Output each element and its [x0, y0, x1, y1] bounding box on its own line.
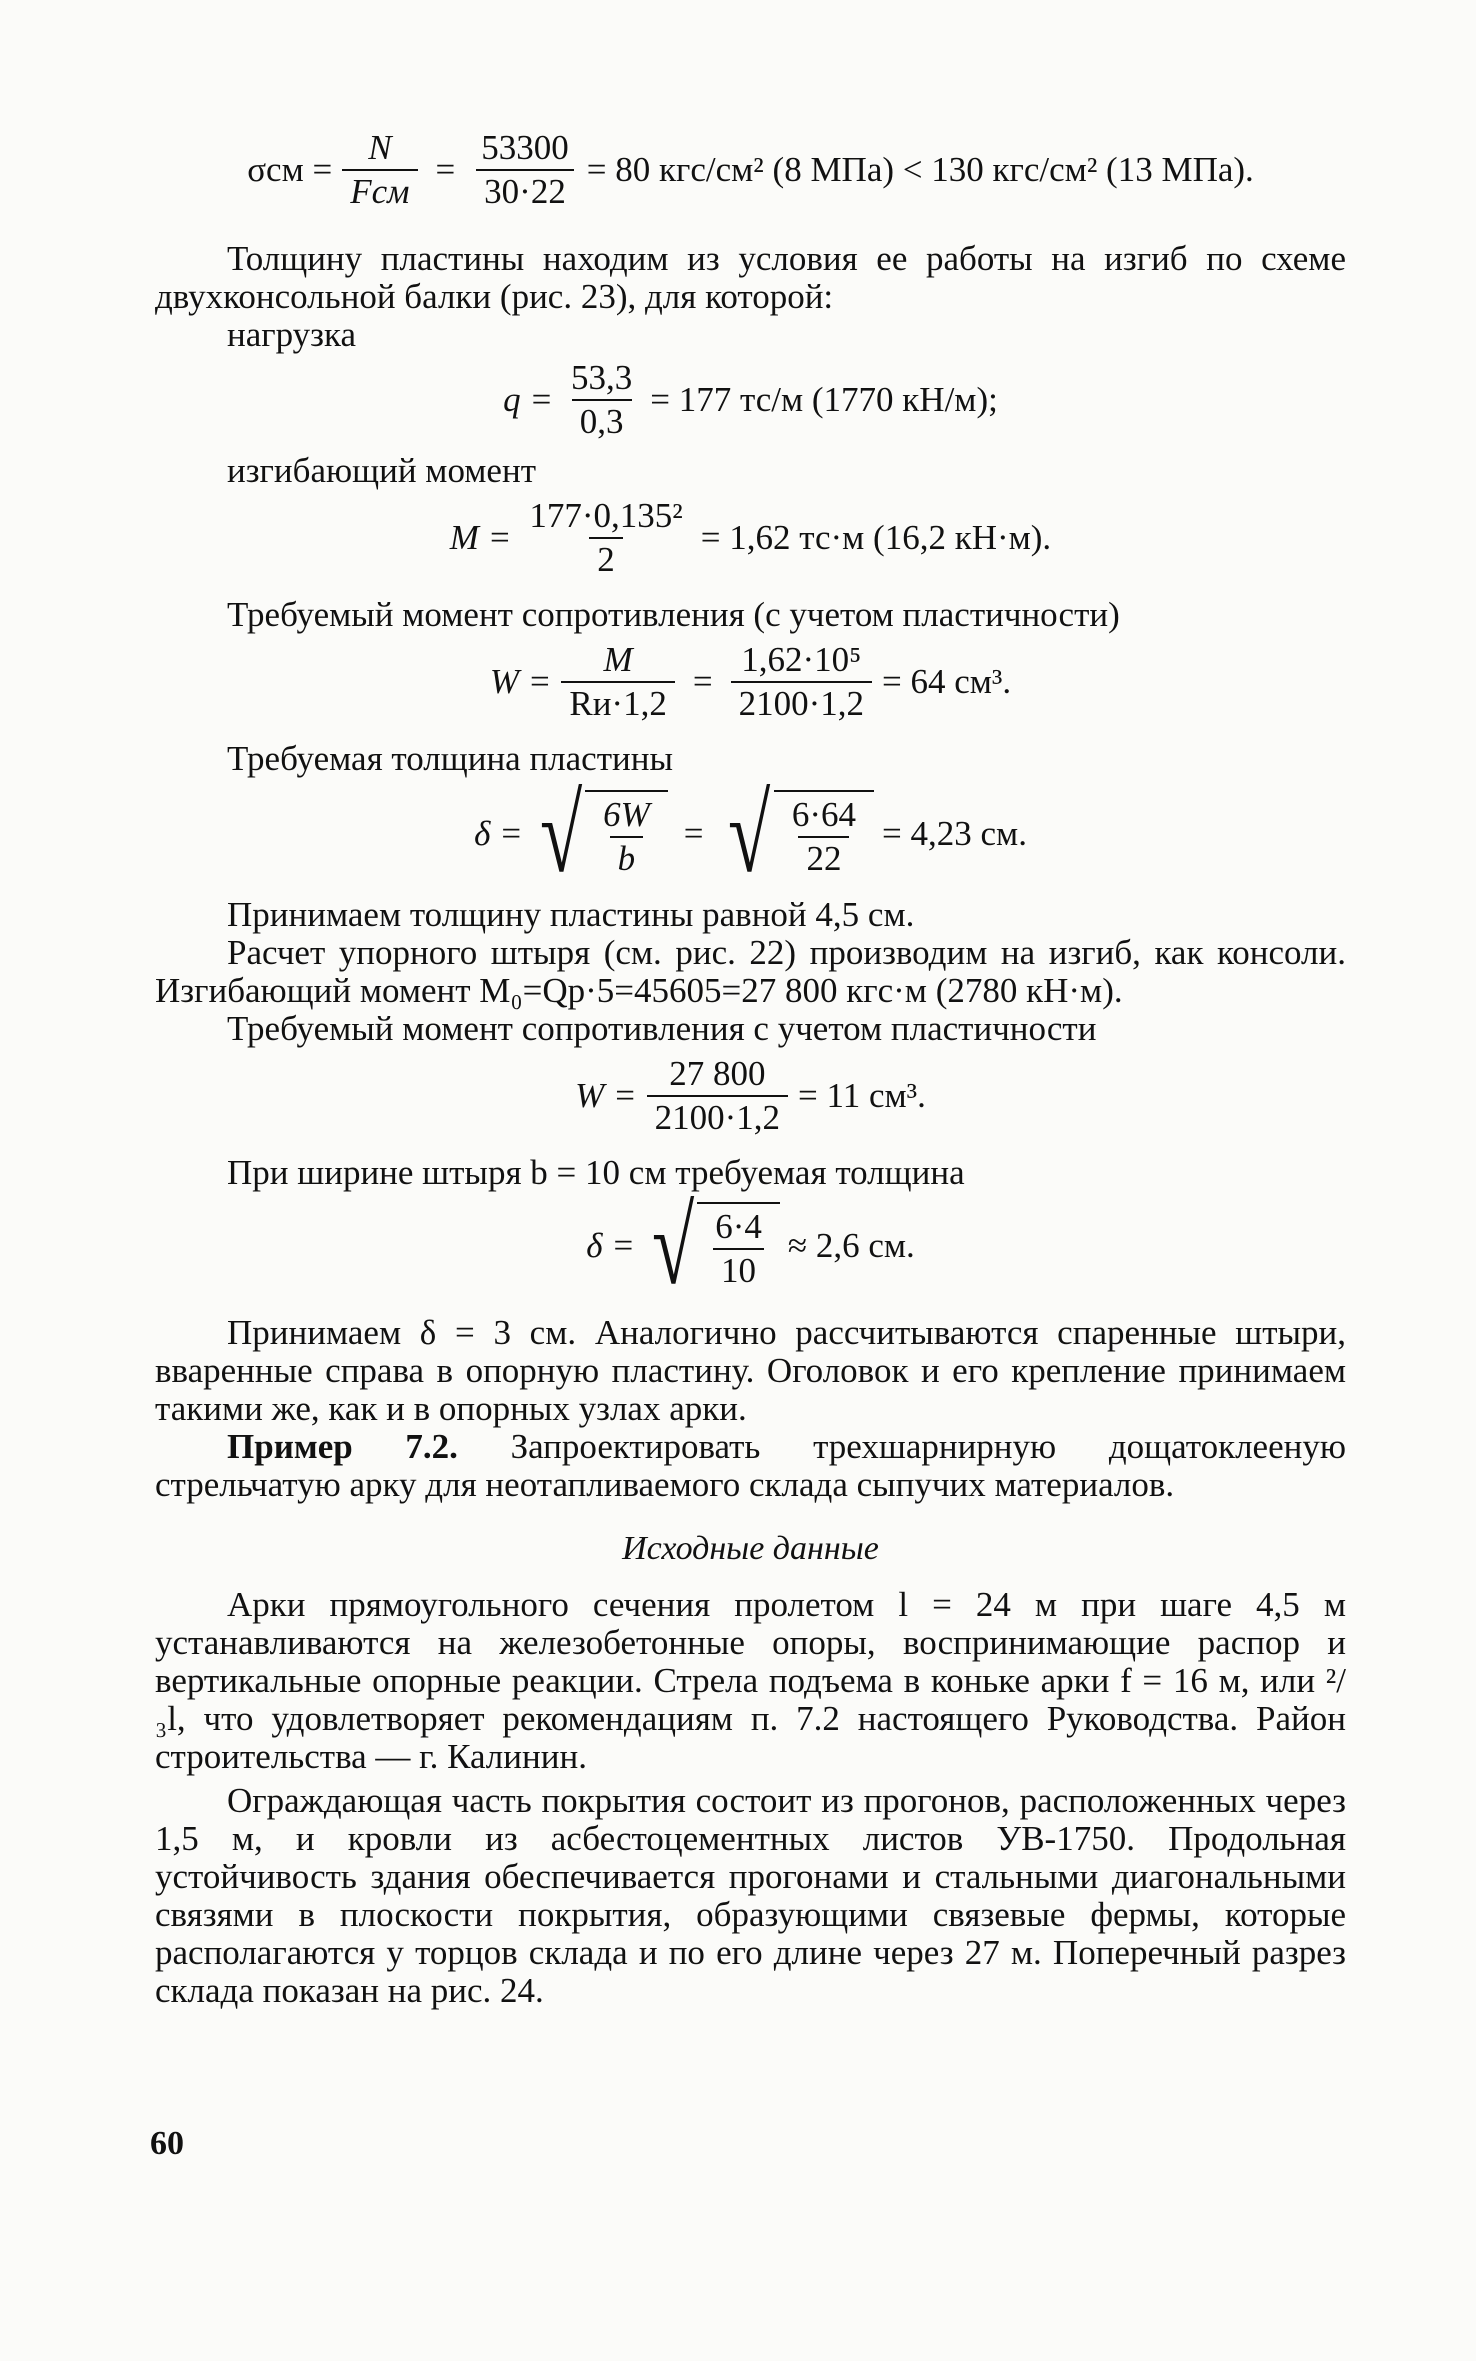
formula-lhs: σсм =: [247, 150, 333, 189]
paragraph: Расчет упорного штыря (см. рис. 22) производим на изгиб, как консоли. Изгибающий момент M₀=Qр·5=45605=27 800 кгс·м (2780 кН·м).: [155, 933, 1346, 1010]
fraction: $\frac{\text{1,62·10⁵}}{2100\cdot 1,2}$: [731, 641, 872, 723]
formula-rhs: = 80 кгс/см² (8 МПа) < 130 кгс/см² (13 МПа).: [586, 150, 1254, 189]
paragraph: При ширине штыря b = 10 см требуемая толщина: [227, 1153, 965, 1192]
paragraph: Ограждающая часть покрытия состоит из прогонов, расположенных через 1,5 м, и кровли из асбестоцементных листов УВ-1750. Продольная устойчивость здания обеспечивается прогонами и стальными диагональными связями в плоскости покрытия, образующими связевые фермы, которые располагаются у торцов склада и по его длине через 27 м. Поперечный разрез склада показан на рис. 24.: [155, 1781, 1346, 2010]
fraction: $\frac{53300}{30\cdot 22}$: [473, 129, 577, 211]
paragraph: Толщину пластины находим из условия ее работы на изгиб по схеме двухконсольной балки (рис. 23), для которой:: [155, 239, 1346, 316]
square-root: √ $\frac{6\cdot 4}{10}$: [643, 1196, 780, 1296]
fraction: $\frac{53,3}{0,3}$: [571, 358, 633, 441]
paragraph: Требуемый момент сопротивления (с учетом пластичности): [227, 595, 1120, 634]
formula-plate-thickness: δ = √ $\frac{6W}{b}$ = √ $\frac{6\cdot 64}{22}$ = 4,23 см.: [474, 773, 1027, 895]
section-heading: Исходные данные: [622, 1530, 879, 1567]
fraction: $\frac{6\cdot 4}{10}$: [707, 1208, 770, 1290]
fraction: $\frac{6\cdot 64}{22}$: [791, 795, 857, 878]
label-load: нагрузка: [227, 315, 356, 354]
fraction: $\frac{27 800}{2100\cdot 1,2}$: [647, 1055, 788, 1137]
paragraph: Требуемая толщина пластины: [227, 739, 673, 778]
label-moment: изгибающий момент: [227, 451, 536, 490]
paragraph-example: Пример 7.2. Запроектировать трехшарнирную дощатоклееную стрельчатую арку для неотапливаемого склада сыпучих материалов.: [155, 1427, 1347, 1504]
formula-section-modulus: W = $\frac{M}{Rи\cdot 1,2}$ = $\frac{\text{1,62·10⁵}}{2100\cdot 1,2}$ = 64 см³.: [489, 640, 1012, 723]
paragraph: Требуемый момент сопротивления с учетом пластичности: [227, 1009, 1097, 1048]
formula-moment: M = $\frac{\text{177·0,135²}}{2}$ = 1,62 тс·м (16,2 кН·м).: [449, 496, 1052, 579]
page-number: 60: [150, 2125, 184, 2162]
fraction: $\frac{M}{Rи\cdot 1,2}$: [561, 641, 674, 723]
square-root: √ $\frac{6W}{b}$: [531, 784, 668, 884]
fraction: $\frac{\text{177·0,135²}}{2}$: [529, 496, 683, 579]
fraction: $\frac{N}{\text{Fсм}}$: [342, 129, 417, 211]
fraction: $\frac{6W}{b}$: [603, 795, 650, 878]
paragraph: Арки прямоугольного сечения пролетом l = 24 м при шаге 4,5 м устанавливаются на железобетонные опоры, воспринимающие распор и вертикальные опорные реакции. Стрела подъема в коньке арки f = 16 м, или ²/₃l, что удовлетворяет рекомендациям п. 7.2 настоящего Руководства. Район строительства — г. Калинин.: [155, 1585, 1346, 1776]
paragraph: Принимаем толщину пластины равной 4,5 см.: [227, 895, 915, 934]
formula-load: q = $\frac{53,3}{0,3}$ = 177 тс/м (1770 кН/м);: [503, 358, 998, 441]
formula-bearing-stress: σсм = $\frac{N}{\text{Fсм}}$ = $\frac{53300}{30\cdot 22}$ = 80 кгс/см² (8 МПа) < 130 кгс/см² (13 МПа).: [247, 128, 1254, 211]
paragraph: Принимаем δ = 3 см. Аналогично рассчитываются спаренные штыри, вваренные справа в опорную пластину. Оголовок и его крепление принимаем такими же, как и в опорных узлах арки.: [155, 1313, 1346, 1428]
formula-pin-thickness: δ = √ $\frac{6\cdot 4}{10}$ ≈ 2,6 см.: [586, 1185, 915, 1307]
square-root: √ $\frac{6\cdot 64}{22}$: [719, 784, 874, 884]
example-label: Пример 7.2.: [227, 1427, 458, 1466]
formula-pin-modulus: W = $\frac{27 800}{2100\cdot 1,2}$ = 11 см³.: [575, 1054, 926, 1137]
